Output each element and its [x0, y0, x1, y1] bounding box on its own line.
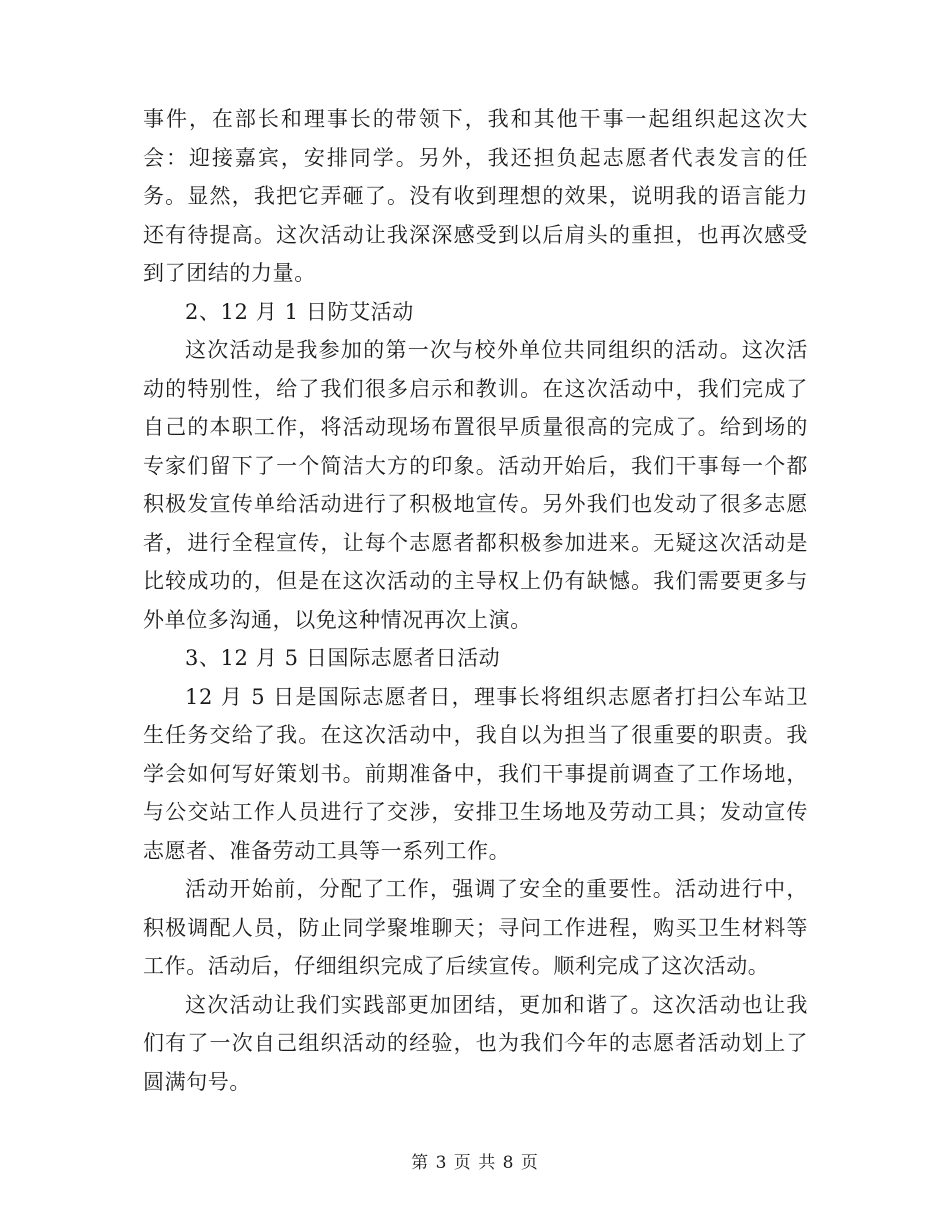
paragraph-conclusion: 这次活动让我们实践部更加团结，更加和谐了。这次活动也让我们有了一次自己组织活动的经验，也为我们今年的志愿者活动划上了圆满句号。 [143, 992, 808, 1094]
section-heading-aids-day: 2、12 月 1 日防艾活动 [185, 299, 414, 324]
paragraph-activity-process: 活动开始前，分配了工作，强调了安全的重要性。活动进行中，积极调配人员，防止同学聚堆聊天；寻问工作进程，购买卫生材料等工作。活动后，仔细组织完成了后续宣传。顺利完成了这次活动。 [143, 877, 808, 978]
paragraph-aids-day: 这次活动是我参加的第一次与校外单位共同组织的活动。这次活动的特别性，给了我们很多启示和教训。在这次活动中，我们完成了自己的本职工作，将活动现场布置很早质量很高的完成了。给到场的专家们留下了一个简洁大方的印象。活动开始后，我们干事每一个都积极发宣传单给活动进行了积极地宣传。另外我们也发动了很多志愿者，进行全程宣传，让每个志愿者都积极参加进来。无疑这次活动是比较成功的，但是在这次活动的主导权上仍有缺憾。我们需要更多与外单位多沟通，以免这种情况再次上演。 [143, 338, 808, 632]
paragraph-continuation: 事件，在部长和理事长的带领下，我和其他干事一起组织起这次大会：迎接嘉宾，安排同学。另外，我还担负起志愿者代表发言的任务。显然，我把它弄砸了。没有收到理想的效果，说明我的语言能力还有待提高。这次活动让我深深感受到以后肩头的重担，也再次感受到了团结的力量。 [143, 107, 808, 285]
section-heading-volunteer-day: 3、12 月 5 日国际志愿者日活动 [185, 646, 501, 670]
page-number-footer: 第 3 页 共 8 页 [411, 1153, 539, 1173]
paragraph-volunteer-day: 12 月 5 日是国际志愿者日，理事长将组织志愿者打扫公车站卫生任务交给了我。在这次活动中，我自以为担当了很重要的职责。我学会如何写好策划书。前期准备中，我们干事提前调查了工作场地，与公交站工作人员进行了交涉，安排卫生场地及劳动工具；发动宣传志愿者、准备劳动工具等一系列工作。 [143, 684, 808, 863]
document-body [143, 100, 808, 1101]
